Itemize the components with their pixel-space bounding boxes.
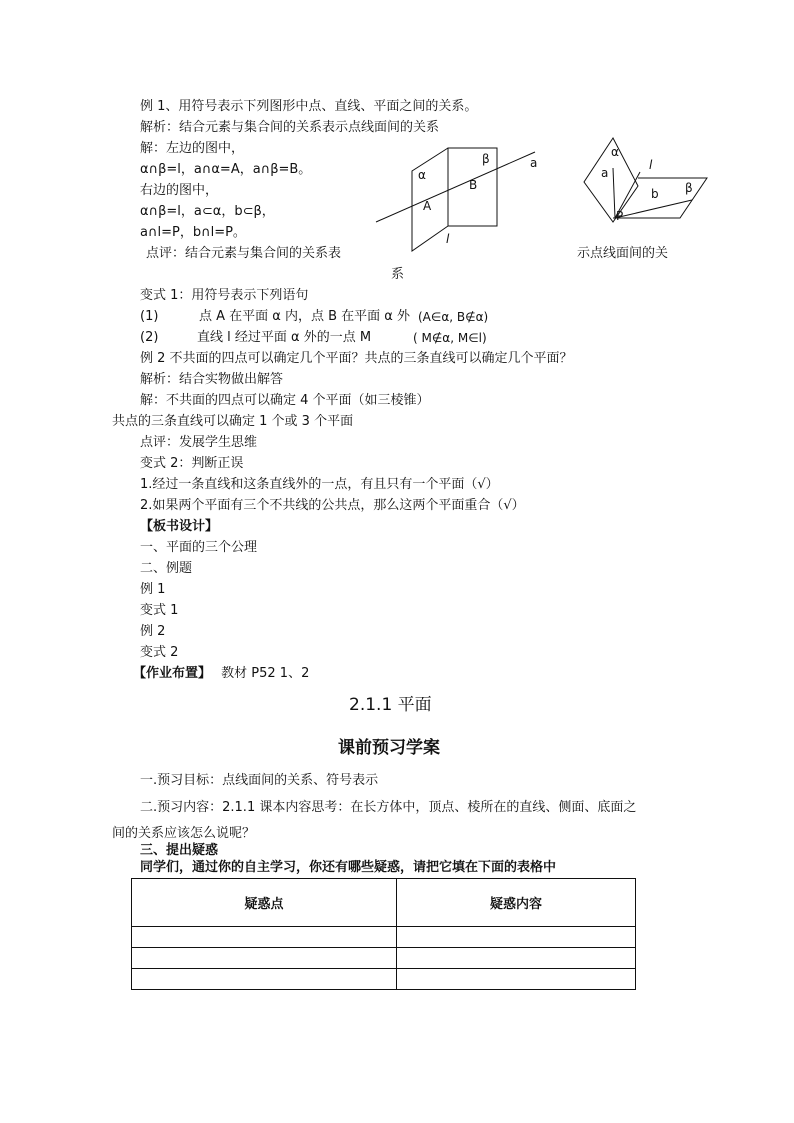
variant2-item-2: 2.如果两个平面有三个不共线的公共点，那么这两个平面重合（√） bbox=[140, 498, 525, 513]
example1-left-relation: α∩β=l，a∩α=A，a∩β=B。 bbox=[140, 162, 312, 177]
board-item: 变式 1 bbox=[140, 603, 179, 618]
board-heading: 【板书设计】 bbox=[140, 519, 219, 534]
table-header-doubt-point: 疑惑点 bbox=[132, 879, 397, 927]
fig-right-label-alpha: α bbox=[611, 145, 619, 159]
board-item: 变式 2 bbox=[140, 645, 179, 660]
fig-left-label-a: a bbox=[530, 156, 538, 170]
figure-left-planes bbox=[370, 135, 560, 255]
doubts-heading: 三、提出疑惑 bbox=[140, 843, 219, 858]
board-item: 例 1 bbox=[140, 582, 166, 597]
table-row bbox=[132, 948, 636, 969]
table-cell[interactable] bbox=[132, 969, 397, 990]
table-cell[interactable] bbox=[397, 927, 636, 948]
board-item: 二、例题 bbox=[140, 561, 193, 576]
section-title: 2.1.1 平面 bbox=[349, 695, 432, 715]
example2-solution-2: 共点的三条直线可以确定 1 个或 3 个平面 bbox=[112, 414, 354, 429]
fig-right-label-P: P bbox=[616, 209, 624, 223]
example1-comment-b: 示点线面间的关 bbox=[577, 246, 669, 261]
board-item: 一、平面的三个公理 bbox=[140, 540, 258, 555]
homework-text: 教材 P52 1、2 bbox=[221, 666, 310, 681]
example1-comment-c: 系 bbox=[391, 267, 405, 282]
homework-line bbox=[133, 666, 309, 682]
example2-analysis: 解析：结合实物做出解答 bbox=[140, 372, 284, 387]
fig-left-label-B: B bbox=[469, 178, 478, 192]
table-header-doubt-content: 疑惑内容 bbox=[397, 879, 636, 927]
board-item: 例 2 bbox=[140, 624, 166, 639]
table-cell[interactable] bbox=[132, 948, 397, 969]
preview-content-2: 间的关系应该怎么说呢？ bbox=[112, 826, 256, 841]
plan-title: 课前预习学案 bbox=[338, 738, 440, 758]
example1-right-relation-2: a∩l=P，b∩l=P。 bbox=[140, 225, 246, 240]
fig-right-label-b: b bbox=[651, 187, 659, 201]
figure-right-planes bbox=[580, 132, 715, 232]
example1-answer-label: 解：左边的图中， bbox=[140, 141, 245, 156]
variant1-item1-num: (1) bbox=[140, 309, 159, 324]
example2-title: 例 2 不共面的四点可以确定几个平面？共点的三条直线可以确定几个平面？ bbox=[140, 351, 573, 366]
table-cell[interactable] bbox=[397, 969, 636, 990]
table-header-row bbox=[132, 879, 636, 927]
doubts-prompt: 同学们，通过你的自主学习，你还有哪些疑惑，请把它填在下面的表格中 bbox=[140, 860, 557, 875]
fig-left-label-l: l bbox=[446, 232, 450, 246]
variant2-title: 变式 2：判断正误 bbox=[140, 456, 244, 471]
variant2-item-1: 1.经过一条直线和这条直线外的一点，有且只有一个平面（√） bbox=[140, 477, 499, 492]
example1-right-label: 右边的图中， bbox=[140, 183, 219, 198]
variant1-item2-answer: ( M∉α, M∈l) bbox=[413, 331, 487, 345]
example1-analysis: 解析：结合元素与集合间的关系表示点线面间的关系 bbox=[140, 120, 440, 135]
example1-right-relation-1: α∩β=l，a⊂α，b⊂β， bbox=[140, 204, 275, 219]
preview-goal: 一.预习目标：点线面间的关系、符号表示 bbox=[140, 773, 379, 788]
table-row bbox=[132, 969, 636, 990]
fig-right-label-beta: β bbox=[685, 181, 693, 195]
variant1-item2-num: (2) bbox=[140, 330, 159, 345]
example2-comment: 点评：发展学生思维 bbox=[140, 435, 258, 450]
table-cell[interactable] bbox=[132, 927, 397, 948]
variant1-item1-text: 点 A 在平面 α 内，点 B 在平面 α 外 bbox=[199, 309, 411, 324]
variant1-item1-answer: (A∈α, B∉α) bbox=[418, 310, 489, 324]
fig-left-label-alpha: α bbox=[418, 168, 426, 182]
table-cell[interactable] bbox=[397, 948, 636, 969]
example1-comment-a: 点评：结合元素与集合间的关系表 bbox=[146, 246, 342, 261]
table-row bbox=[132, 927, 636, 948]
fig-right-label-a: a bbox=[601, 166, 609, 180]
preview-content-1: 二.预习内容：2.1.1 课本内容思考：在长方体中，顶点、棱所在的直线、侧面、底面之 bbox=[140, 800, 637, 815]
example1-title: 例 1、用符号表示下列图形中点、直线、平面之间的关系。 bbox=[140, 99, 478, 114]
fig-left-label-A: A bbox=[423, 199, 432, 213]
doubt-table bbox=[131, 878, 636, 990]
fig-right-label-l: l bbox=[649, 158, 653, 172]
fig-left-label-beta: β bbox=[482, 152, 490, 166]
example2-solution-1: 解：不共面的四点可以确定 4 个平面（如三棱锥） bbox=[140, 393, 430, 408]
homework-heading: 【作业布置】 bbox=[133, 666, 212, 681]
variant1-title: 变式 1：用符号表示下列语句 bbox=[140, 288, 309, 303]
variant1-item2-text: 直线 l 经过平面 α 外的一点 M bbox=[197, 330, 372, 345]
